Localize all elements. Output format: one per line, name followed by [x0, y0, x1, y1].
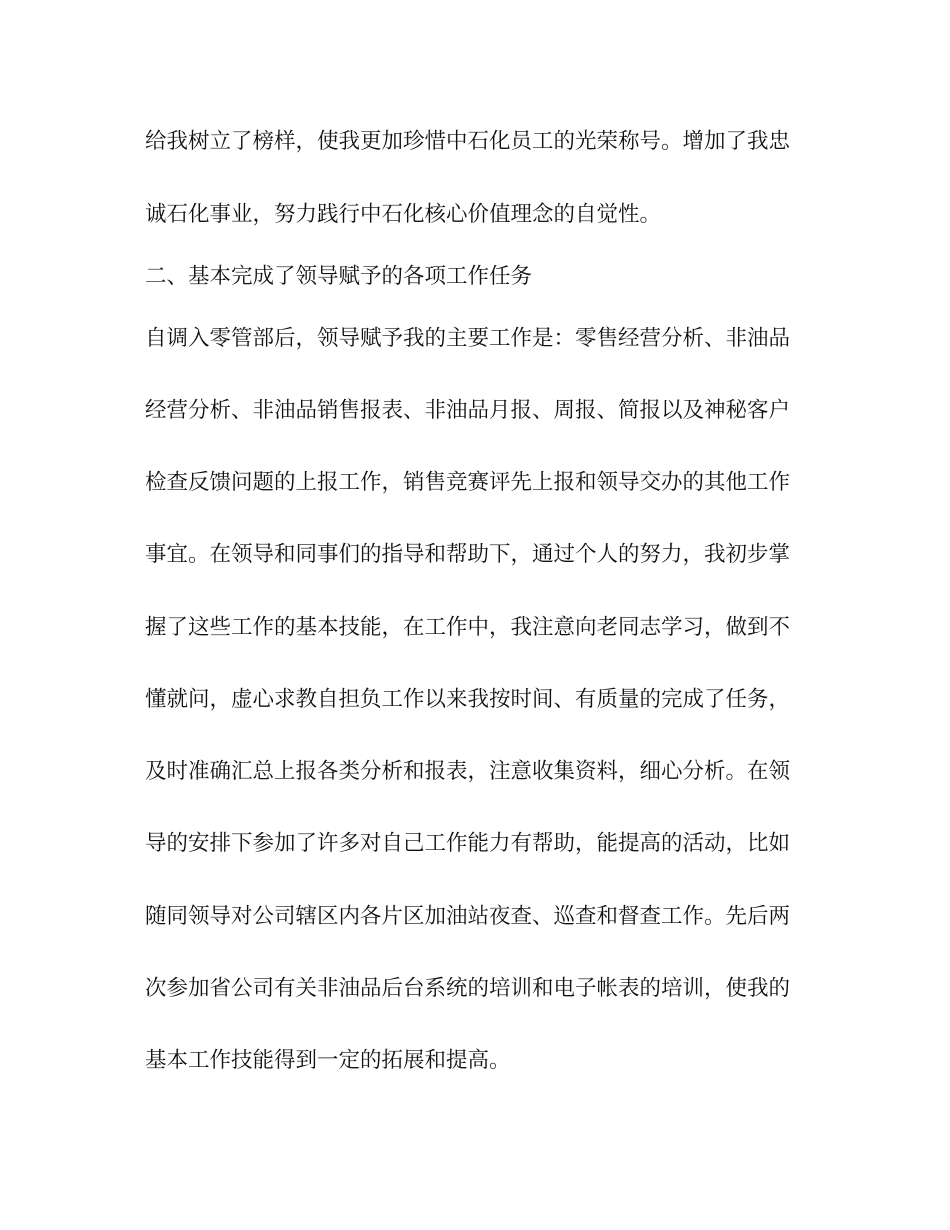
paragraph-line-8: 懂就问，虚心求教自担负工作以来我按时间、有质量的完成了任务，: [145, 687, 791, 712]
paragraph-line-2: 诚石化事业，努力践行中石化核心价值理念的自觉性。: [145, 202, 662, 227]
paragraph-line-4: 经营分析、非油品销售报表、非油品月报、周报、简报以及神秘客户: [145, 398, 791, 423]
paragraph-line-3: 自调入零管部后，领导赋予我的主要工作是：零售经营分析、非油品: [145, 326, 791, 351]
paragraph-line-1: 给我树立了榜样，使我更加珍惜中石化员工的光荣称号。增加了我忠: [145, 129, 791, 154]
paragraph-line-10: 导的安排下参加了许多对自己工作能力有帮助，能提高的活动，比如: [145, 831, 791, 856]
paragraph-line-5: 检查反馈问题的上报工作，销售竞赛评先上报和领导交办的其他工作: [145, 470, 791, 495]
paragraph-line-6: 事宜。在领导和同事们的指导和帮助下，通过个人的努力，我初步掌: [145, 542, 791, 567]
paragraph-line-9: 及时准确汇总上报各类分析和报表，注意收集资料，细心分析。在领: [145, 759, 791, 784]
section-heading: 二、基本完成了领导赋予的各项工作任务: [145, 264, 533, 289]
paragraph-line-12: 次参加省公司有关非油品后台系统的培训和电子帐表的培训，使我的: [145, 976, 791, 1001]
paragraph-line-13: 基本工作技能得到一定的拓展和提高。: [145, 1048, 511, 1073]
paragraph-line-11: 随同领导对公司辖区内各片区加油站夜查、巡查和督查工作。先后两: [145, 904, 791, 929]
paragraph-line-7: 握了这些工作的基本技能，在工作中，我注意向老同志学习，做到不: [145, 615, 791, 640]
